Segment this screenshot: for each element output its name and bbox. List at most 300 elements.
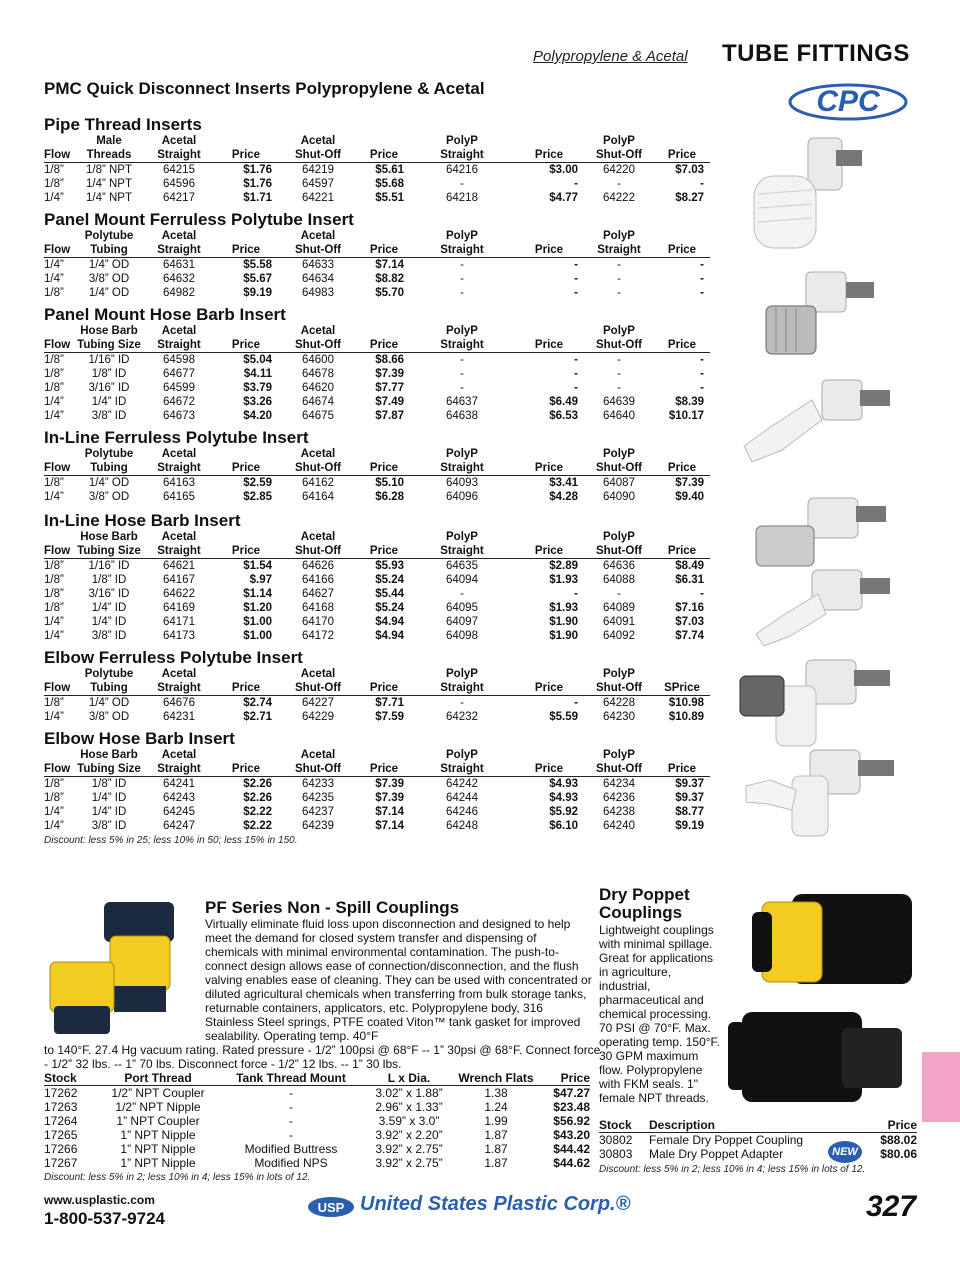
table-cell: - (574, 273, 578, 285)
column-header: PolyP (446, 135, 478, 147)
table-cell: Modified NPS (254, 1156, 328, 1170)
column-header: Price (654, 148, 710, 163)
table-cell: 1” NPT Coupler (116, 1114, 200, 1128)
column-header: Straight (144, 544, 214, 559)
table-cell: 64230 (603, 711, 635, 723)
table-cell: 64236 (603, 792, 635, 804)
table-cell: 64092 (603, 630, 635, 642)
table-cell: 1” NPT Nipple (120, 1128, 196, 1142)
table-cell: 64235 (302, 792, 334, 804)
table-cell: 64215 (163, 164, 195, 176)
table-row (44, 272, 710, 286)
column-header: Price (514, 544, 584, 559)
column-header: Price (214, 461, 278, 476)
table-cell: $3.00 (549, 164, 578, 176)
table-cell: $7.39 (375, 778, 404, 790)
table-cell: 64626 (302, 560, 334, 572)
table-cell: $10.98 (668, 697, 704, 709)
column-header: Straight (144, 338, 214, 353)
table-cell: $8.49 (675, 560, 704, 572)
table-cell: 3/8” OD (88, 711, 130, 723)
column-header: Stock (44, 1071, 100, 1086)
table-cell: 64246 (446, 806, 478, 818)
table-cell: 1/8” (44, 697, 64, 709)
table-cell: 64170 (302, 616, 334, 628)
table-cell: - (460, 178, 464, 190)
table-cell: - (700, 287, 704, 299)
table-cell: $5.92 (549, 806, 578, 818)
table-cell: 1.24 (484, 1100, 508, 1114)
column-header (654, 447, 710, 461)
usp-logo (307, 1196, 355, 1223)
column-header: Shut-Off (278, 762, 358, 777)
table-cell: 64166 (302, 574, 334, 586)
column-header: Polytube (84, 448, 134, 460)
table-cell: $23.48 (553, 1100, 590, 1114)
column-header: Price (214, 243, 278, 258)
table-cell: - (617, 354, 621, 366)
column-header: PolyP (603, 135, 635, 147)
table-cell: - (574, 382, 578, 394)
column-header (44, 324, 74, 338)
table-cell: 1.87 (484, 1156, 508, 1170)
column-header: Wrench Flats (452, 1071, 540, 1086)
table-row (44, 1114, 590, 1128)
table-cell: 1/4” (44, 410, 64, 422)
column-header (654, 134, 710, 148)
table-cell: - (289, 1086, 293, 1100)
column-header: PolyP (603, 448, 635, 460)
table-cell: 3/8” ID (91, 630, 127, 642)
table-cell: - (617, 382, 621, 394)
table-cell: 1/4” (44, 273, 64, 285)
table-row (599, 1133, 917, 1148)
column-header: Acetal (161, 230, 197, 242)
table-cell: 64635 (446, 560, 478, 572)
table-cell: $3.26 (243, 396, 272, 408)
column-header: Price (358, 338, 410, 353)
table-cell: 64220 (603, 164, 635, 176)
table-row (44, 710, 710, 724)
table-header-row (44, 229, 710, 243)
table-cell: 1/8” (44, 602, 64, 614)
table-cell: 64091 (603, 616, 635, 628)
header-subtitle: Polypropylene & Acetal (533, 48, 688, 65)
column-header: Shut-Off (278, 338, 358, 353)
column-header: Straight (144, 148, 214, 163)
table-cell: - (460, 697, 464, 709)
table-cell: $80.06 (880, 1147, 917, 1161)
pf-description: Virtually eliminate fluid loss upon disconnection and designed to help meet the demand for closed system transfer and dispensing of chemicals with minimal environmental contamination. The push-to-connect design allows ease of connection/disconnection, and the flush valving enables ease of cleaning. They can be used with concentrated or diluted agricultural chemicals when transferring from bulk storage tanks, returnable containers, applicators, etc. Polypropylene body, 316 Stainless Steel springs, PTFE coated Viton™ tank gasket for improved sealability. Operating temp. 40°F (205, 917, 592, 1043)
column-header (358, 530, 410, 544)
table-cell: 64087 (603, 477, 635, 489)
column-header (358, 229, 410, 243)
table-cell: $6.53 (549, 410, 578, 422)
table-cell: 3.59” x 3.0” (378, 1114, 440, 1128)
column-header: Acetal (161, 448, 197, 460)
column-header (358, 134, 410, 148)
pf-discount: Discount: less 5% in 2; less 10% in 4; less 15% in lots of 12. (44, 1172, 311, 1183)
column-header: Straight (410, 243, 514, 258)
column-header (654, 229, 710, 243)
table-cell: 64232 (446, 711, 478, 723)
table-cell: 1” NPT Nipple (120, 1142, 196, 1156)
table-cell: - (574, 697, 578, 709)
table-cell: 64163 (163, 477, 195, 489)
table-cell: 17262 (44, 1086, 78, 1100)
column-header: Straight (584, 243, 654, 258)
product-section (44, 649, 710, 724)
product-section (44, 116, 710, 205)
table-cell: 64097 (446, 616, 478, 628)
table-cell: 1/4” (44, 630, 64, 642)
table-cell: 64233 (302, 778, 334, 790)
table-cell: $1.93 (549, 602, 578, 614)
column-header: Price (514, 461, 584, 476)
table-row (44, 490, 710, 504)
section-title: Elbow Ferruless Polytube Insert (44, 648, 303, 667)
table-cell: 1/2” NPT Nipple (115, 1100, 201, 1114)
column-header: Acetal (161, 135, 197, 147)
column-header: Flow (44, 148, 74, 163)
table-cell: $7.03 (675, 164, 704, 176)
table-cell: Modified Buttress (244, 1142, 338, 1156)
column-header (514, 748, 584, 762)
table-cell: 1/8” NPT (85, 164, 132, 176)
column-header: L x Dia. (366, 1071, 452, 1086)
footer-company: United States Plastic Corp.® (360, 1193, 631, 1215)
product-section (44, 429, 710, 504)
column-header: Shut-Off (584, 338, 654, 353)
column-header: Acetal (161, 749, 197, 761)
table-row (44, 601, 710, 615)
column-header: Stock (599, 1118, 649, 1133)
table-cell: 64229 (302, 711, 334, 723)
table-cell: 64098 (446, 630, 478, 642)
column-header: Price (654, 762, 710, 777)
table-cell: - (700, 368, 704, 380)
table-cell: 64164 (302, 491, 334, 503)
column-header: PolyP (446, 448, 478, 460)
panel-mount-hose-barb-image (742, 370, 902, 475)
table-cell: 64600 (302, 354, 334, 366)
table-row (44, 791, 710, 805)
table-cell: 64674 (302, 396, 334, 408)
table-row (44, 1156, 590, 1170)
table-cell: - (700, 273, 704, 285)
table-row (44, 1128, 590, 1142)
table-cell: $9.19 (243, 287, 272, 299)
table-cell: 30802 (599, 1133, 633, 1147)
table-cell: 3.02” x 1.88” (375, 1086, 443, 1100)
elbow-hose-barb-image (740, 746, 900, 851)
column-header: Flow (44, 461, 74, 476)
table-cell: 1/4” (44, 806, 64, 818)
table-cell: $44.62 (553, 1156, 590, 1170)
table-cell: 64172 (302, 630, 334, 642)
column-header: Price (540, 1071, 590, 1086)
table-cell: $4.28 (549, 491, 578, 503)
column-header: Description (649, 1118, 867, 1133)
table-cell: 64632 (163, 273, 195, 285)
table-cell: 1/4” ID (91, 396, 127, 408)
table-cell: 1/8” (44, 164, 64, 176)
table-cell: 64636 (603, 560, 635, 572)
column-header: Price (514, 148, 584, 163)
table-header-row (44, 447, 710, 461)
column-header: Threads (74, 148, 144, 163)
table-cell: $88.02 (880, 1133, 917, 1147)
table-cell: 1/4” (44, 491, 64, 503)
column-header: Flow (44, 681, 74, 696)
column-header: Tubing Size (74, 338, 144, 353)
table-cell: 1/8” ID (91, 574, 127, 586)
table-cell: 1/4” NPT (85, 192, 132, 204)
pf-coupling-image (44, 896, 204, 1049)
table-cell: $5.59 (549, 711, 578, 723)
table-cell: $47.27 (553, 1086, 590, 1100)
table-header-row (44, 544, 710, 559)
column-header: Flow (44, 762, 74, 777)
table-cell: 64676 (163, 697, 195, 709)
product-section (44, 306, 710, 423)
column-header: Price (654, 461, 710, 476)
table-cell: - (700, 178, 704, 190)
column-header: Acetal (300, 749, 336, 761)
table-cell: 17263 (44, 1100, 78, 1114)
table-row (44, 258, 710, 273)
table-cell: 1/8” (44, 287, 64, 299)
table-header-row (44, 148, 710, 163)
table-cell: $8.27 (675, 192, 704, 204)
column-header: Acetal (161, 531, 197, 543)
table-cell: $3.79 (243, 382, 272, 394)
table-row (44, 353, 710, 368)
table-cell: $2.74 (243, 697, 272, 709)
column-header: Polytube (84, 230, 134, 242)
column-header: Acetal (300, 230, 336, 242)
table-cell: 64248 (446, 820, 478, 832)
table-cell: - (700, 588, 704, 600)
table-cell: 64231 (163, 711, 195, 723)
table-cell: $1.20 (243, 602, 272, 614)
section-title: In-Line Ferruless Polytube Insert (44, 428, 309, 447)
column-header: Hose Barb (80, 325, 138, 337)
table-cell: - (460, 354, 464, 366)
column-header: Straight (144, 681, 214, 696)
column-header: PolyP (446, 531, 478, 543)
section-title: Pipe Thread Inserts (44, 115, 202, 134)
column-header: Acetal (300, 448, 336, 460)
table-cell: $44.42 (553, 1142, 590, 1156)
table-cell: $7.39 (375, 792, 404, 804)
table-cell: 1/8” (44, 588, 64, 600)
column-header: Price (654, 338, 710, 353)
table-cell: 64216 (446, 164, 478, 176)
table-cell: - (617, 588, 621, 600)
table-cell: 3/8” OD (88, 491, 130, 503)
table-cell: 1/4” OD (88, 259, 130, 271)
section-title: Elbow Hose Barb Insert (44, 729, 235, 748)
elbow-ferruless-image (736, 656, 900, 757)
table-row (44, 177, 710, 191)
table-cell: 64634 (302, 273, 334, 285)
table-cell: 30803 (599, 1147, 633, 1161)
table-cell: 64621 (163, 560, 195, 572)
table-cell: - (460, 287, 464, 299)
table-cell: $2.85 (243, 491, 272, 503)
table-cell: 1/8” (44, 560, 64, 572)
table-cell: $1.14 (243, 588, 272, 600)
table-row (44, 409, 710, 423)
column-header: PolyP (603, 668, 635, 680)
column-header: Polytube (84, 668, 134, 680)
column-header: PolyP (603, 531, 635, 543)
column-header (514, 229, 584, 243)
table-cell: $10.89 (668, 711, 704, 723)
column-header (654, 748, 710, 762)
column-header (358, 748, 410, 762)
table-cell: 64093 (446, 477, 478, 489)
table-cell: $3.41 (549, 477, 578, 489)
header-title: TUBE FITTINGS (722, 40, 910, 67)
table-cell: 64090 (603, 491, 635, 503)
table-header-row (44, 243, 710, 258)
table-header-row (599, 1118, 917, 1133)
table-cell: 17267 (44, 1156, 78, 1170)
table-cell: 64982 (163, 287, 195, 299)
page-tab-marker (922, 1052, 960, 1122)
table-cell: 64672 (163, 396, 195, 408)
table-cell: $9.37 (675, 778, 704, 790)
column-header: Straight (410, 544, 514, 559)
column-header: PolyP (446, 668, 478, 680)
section-title: In-Line Hose Barb Insert (44, 511, 241, 530)
product-section (44, 211, 710, 300)
table-row (44, 1142, 590, 1156)
table-cell: Female Dry Poppet Coupling (649, 1133, 804, 1147)
column-header: Price (514, 338, 584, 353)
table-row (44, 1100, 590, 1114)
column-header: Price (214, 338, 278, 353)
table-cell: $8.66 (375, 354, 404, 366)
table-cell: 1/4” (44, 820, 64, 832)
column-header: Shut-Off (278, 461, 358, 476)
table-cell: $4.93 (549, 778, 578, 790)
footer-url[interactable]: www.usplastic.com (44, 1193, 155, 1207)
column-header (44, 134, 74, 148)
table-cell: 1/4” ID (91, 806, 127, 818)
column-header: Shut-Off (278, 544, 358, 559)
column-header: Acetal (161, 325, 197, 337)
table-cell: 64983 (302, 287, 334, 299)
price-table (44, 229, 710, 300)
column-header: Straight (410, 762, 514, 777)
table-row (44, 395, 710, 409)
table-cell: 64241 (163, 778, 195, 790)
table-cell: 64171 (163, 616, 195, 628)
table-cell: $6.49 (549, 396, 578, 408)
column-header: Price (358, 461, 410, 476)
table-cell: $6.10 (549, 820, 578, 832)
table-cell: 64598 (163, 354, 195, 366)
pf-specs: to 140°F. 27.4 Hg vacuum rating. Rated pressure - 1/2” 100psi @ 68°F -- 1” 30psi @ 68°F. Connect force - 1/2” 32 lbs. -- 1” 70 lbs. Disconnect force - 1/2” 12 lbs. -- 1” 30 lbs. (44, 1043, 601, 1071)
table-cell: 64638 (446, 410, 478, 422)
table-cell: $6.28 (375, 491, 404, 503)
table-cell: 64627 (302, 588, 334, 600)
column-header (358, 324, 410, 338)
table-header-row (44, 748, 710, 762)
table-cell: 1/4” OD (88, 697, 130, 709)
table-cell: 64243 (163, 792, 195, 804)
table-cell: 1/4” (44, 192, 64, 204)
column-header: Tubing Size (74, 544, 144, 559)
column-header: Straight (144, 243, 214, 258)
table-cell: 1/8” (44, 382, 64, 394)
column-header (214, 530, 278, 544)
table-cell: 64240 (603, 820, 635, 832)
table-cell: 64597 (302, 178, 334, 190)
table-cell: $4.77 (549, 192, 578, 204)
table-row (44, 696, 710, 711)
table-cell: $1.76 (243, 178, 272, 190)
column-header: Shut-Off (584, 544, 654, 559)
column-header: Flow (44, 544, 74, 559)
price-table (44, 667, 710, 724)
table-cell: 64173 (163, 630, 195, 642)
table-cell: 64088 (603, 574, 635, 586)
column-header: Price (214, 762, 278, 777)
column-header: Price (358, 762, 410, 777)
table-cell: 1/4” ID (91, 616, 127, 628)
column-header: Tubing (74, 243, 144, 258)
table-cell: $4.94 (375, 616, 404, 628)
table-cell: $5.24 (375, 574, 404, 586)
table-cell: 64678 (302, 368, 334, 380)
table-cell: 1/4” (44, 259, 64, 271)
pf-table (44, 1071, 590, 1170)
table-cell: 64622 (163, 588, 195, 600)
table-cell: 64234 (603, 778, 635, 790)
table-cell: Male Dry Poppet Adapter (649, 1147, 784, 1161)
price-table (44, 134, 710, 205)
table-cell: $5.67 (243, 273, 272, 285)
table-cell: 64219 (302, 164, 334, 176)
table-cell: 1/2” NPT Coupler (111, 1086, 205, 1100)
table-header-row (44, 762, 710, 777)
table-cell: - (574, 287, 578, 299)
table-cell: 1.87 (484, 1128, 508, 1142)
column-header (44, 530, 74, 544)
table-cell: $1.90 (549, 616, 578, 628)
table-row (44, 573, 710, 587)
table-cell: $.97 (249, 574, 272, 586)
table-cell: $4.11 (243, 368, 272, 380)
table-header-row (44, 461, 710, 476)
table-cell: - (700, 354, 704, 366)
table-cell: 64239 (302, 820, 334, 832)
column-header: Price (358, 544, 410, 559)
column-header: Price (514, 243, 584, 258)
column-header (214, 447, 278, 461)
table-row (44, 559, 710, 574)
column-header: Straight (144, 461, 214, 476)
column-header: Price (214, 544, 278, 559)
table-cell: $2.26 (243, 792, 272, 804)
cpc-logo (785, 80, 911, 129)
column-header (214, 667, 278, 681)
table-cell: 64633 (302, 259, 334, 271)
